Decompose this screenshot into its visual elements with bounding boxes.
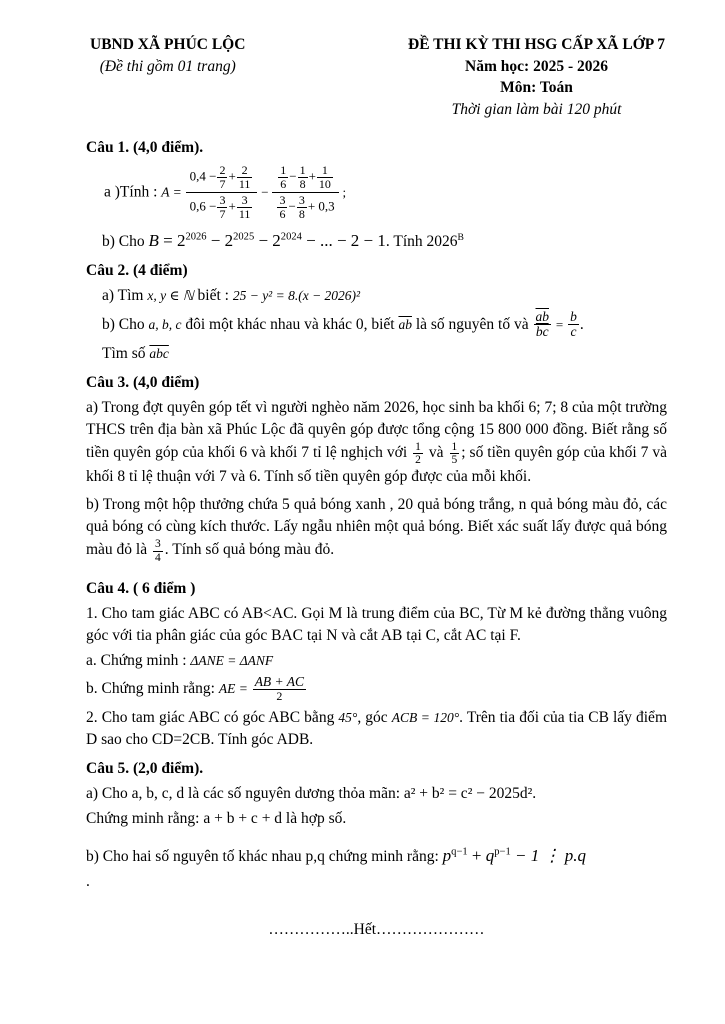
- q2b-text2: đôi một khác nhau và khác 0, biết: [185, 315, 395, 333]
- header: [86, 34, 667, 121]
- fraction: [297, 194, 307, 221]
- fraction: [237, 164, 253, 191]
- fraction-ab-ac-2: [253, 675, 306, 704]
- numerator: b: [570, 308, 577, 324]
- q3b-text2: . Tính số quả bóng màu đỏ.: [164, 541, 335, 559]
- exponent: q−1: [451, 845, 468, 857]
- header-left: [86, 34, 245, 121]
- exponent: 2026: [185, 230, 207, 242]
- q5b-equation: [443, 846, 586, 865]
- fraction: [277, 194, 287, 221]
- exponent-B: B: [457, 231, 464, 243]
- numerator: AB + AC: [254, 673, 305, 689]
- q2a-text2: biết :: [197, 286, 229, 304]
- numerator: 3: [219, 193, 226, 208]
- numerator: 3: [298, 193, 305, 208]
- q1a-lhs: A =: [161, 184, 182, 200]
- math-token: − 2: [258, 230, 281, 250]
- denominator: 6: [279, 207, 286, 222]
- math-token: +: [308, 168, 316, 184]
- overline-abc: $\overline{abc}$: [149, 346, 169, 362]
- subject: Môn: Toán: [500, 79, 573, 97]
- fraction-3-4: [153, 538, 163, 563]
- q3a-text3: ; số tiền quyên góp của khối 7 và khối 8 tỉ lệ thuận với 7 và 6. Tính số tiền quyên góp được của mỗi khối.: [86, 444, 668, 486]
- denominator: 8: [299, 176, 306, 191]
- denominator: bc: [535, 324, 549, 340]
- question-1-heading: Câu 1. (4,0 điểm).: [86, 138, 204, 156]
- question-4a: [86, 650, 667, 672]
- q2a-text: a) Tìm: [102, 286, 144, 304]
- q1a-label: a )Tính :: [104, 183, 158, 201]
- q3b-text: b) Trong một hộp thưởng chứa 5 quả bóng xanh , 20 quả bóng trắng, n quả bóng màu đỏ, các quả bóng có cùng kích thước. Lấy ngẫu nhiên một quả bóng. Biết xác suất lấy được quả bóng màu đỏ là: [86, 496, 667, 559]
- denominator: 11: [238, 207, 251, 222]
- q4a-text: a. Chứng minh :: [86, 651, 187, 669]
- exponent: 2025: [233, 230, 255, 242]
- question-4-2: [86, 707, 667, 751]
- stray-dot: .: [86, 872, 90, 890]
- fraction: [278, 164, 288, 191]
- question-3b: [86, 494, 667, 563]
- exponent: p−1: [494, 845, 511, 857]
- q4b-lhs: AE =: [218, 680, 248, 696]
- var-q: q: [485, 845, 495, 865]
- question-2b-find: [86, 343, 667, 365]
- math-token: − 2: [210, 230, 234, 250]
- math-token: −: [288, 198, 296, 214]
- q4a-math: ΔANE = ΔANF: [190, 652, 274, 668]
- q3a-text: a) Trong đợt quyên góp tết vì người nghèo năm 2026, học sinh ba khối 6; 7; 8 của một trường THCS trên địa bàn xã Phúc Lộc đã quyên góp được tổng cộng 15 800 000 đồng. Biết rằng số tiền quyên góp của khối 6 và khối 7 tỉ lệ nghịch với: [86, 399, 667, 462]
- divisible-tail: − 1 ⋮ p.q: [514, 845, 586, 865]
- q42-text2: , góc: [357, 708, 388, 726]
- question-3-heading: Câu 3. (4,0 điểm): [86, 374, 200, 392]
- question-5-heading: Câu 5. (2,0 điểm).: [86, 759, 204, 777]
- math-token: −: [289, 168, 297, 184]
- q1b-equation: [149, 231, 386, 250]
- q2b-text: b) Cho: [102, 315, 145, 333]
- numerator: 1: [451, 441, 458, 454]
- exam-title: ĐỀ THI KỲ THI HSG CẤP XÃ LỚP 7: [408, 36, 665, 53]
- question-2-heading: Câu 2. (4 điểm): [86, 261, 188, 279]
- q1b-text: b) Cho: [102, 232, 145, 250]
- denominator: c: [570, 324, 577, 340]
- question-1b: [86, 229, 667, 253]
- numerator: $\overline{ab}$: [535, 308, 549, 324]
- question-2b: [86, 310, 667, 341]
- minus-operator: −: [261, 184, 269, 200]
- denominator: 7: [219, 176, 226, 191]
- big-fraction-1: [186, 164, 258, 222]
- numerator: 3: [279, 193, 286, 208]
- plus-operator: +: [471, 845, 482, 865]
- end-marker: ……………..Hết…………………: [268, 920, 485, 938]
- org-name: UBND XÃ PHÚC LỘC: [90, 36, 246, 53]
- numerator: 3: [237, 194, 253, 208]
- var-B: B: [148, 230, 159, 250]
- overline-ab: $\overline{ab}$: [398, 316, 412, 332]
- question-5a: a) Cho a, b, c, d là các số nguyên dương thỏa mãn: a² + b² = c² − 2025d².: [86, 784, 537, 802]
- denominator: 8: [298, 207, 305, 222]
- question-3a: [86, 397, 667, 488]
- question-2a: [86, 285, 667, 307]
- numerator: 1: [317, 164, 333, 178]
- q2b-vars: a, b, c: [148, 316, 182, 332]
- period: .: [579, 315, 584, 333]
- q3a-text2: và: [428, 444, 444, 462]
- denominator: 2: [276, 689, 283, 704]
- math-token: +: [228, 198, 236, 214]
- math-token: +: [228, 168, 236, 184]
- question-5a-prove: Chứng minh rằng: a + b + c + d là hợp số.: [86, 809, 347, 827]
- q2a-equation: 25 − y² = 8.(x − 2026)²: [232, 287, 361, 303]
- q1b-text2: . Tính 2026: [385, 232, 458, 250]
- page-count-note: (Đề thi gồm 01 trang): [99, 57, 236, 75]
- denominator: 4: [155, 551, 161, 564]
- angle-acb-120: ACB = 120°: [391, 709, 460, 725]
- header-right: [408, 34, 667, 121]
- fraction: [298, 164, 308, 191]
- q2b-find-text: Tìm số: [102, 345, 146, 363]
- fraction: [237, 194, 253, 221]
- denominator: 11: [238, 176, 251, 191]
- math-token: − ... − 2 − 1: [306, 230, 386, 250]
- q2a-vars: x, y ∈ ℕ: [147, 287, 194, 303]
- fraction-1-2: [413, 441, 423, 466]
- numerator: 3: [155, 538, 161, 551]
- duration: Thời gian làm bài 120 phút: [451, 101, 622, 119]
- question-5b: [86, 844, 667, 868]
- semicolon: ;: [342, 184, 347, 200]
- question-4-heading: Câu 4. ( 6 điểm ): [86, 579, 196, 597]
- math-token: + 0,3: [307, 198, 335, 214]
- exponent: 2024: [280, 230, 302, 242]
- denominator: 5: [451, 454, 458, 467]
- fraction: [217, 164, 227, 191]
- numerator: 2: [237, 164, 253, 178]
- fraction-1-5: [450, 441, 460, 466]
- numerator: 1: [299, 162, 306, 177]
- fraction: [217, 194, 227, 221]
- denominator: 6: [280, 176, 287, 191]
- math-token: = 2: [163, 230, 186, 250]
- math-token: 0,6 −: [189, 198, 217, 214]
- q2b-text3: là số nguyên tố và: [415, 315, 529, 333]
- big-fraction-2: [272, 164, 338, 222]
- numerator: 2: [219, 162, 226, 177]
- q5b-text: b) Cho hai số nguyên tố khác nhau p,q chứng minh rằng:: [86, 847, 439, 865]
- question-1a-equation: [86, 164, 667, 222]
- fraction-ab-bc: [534, 310, 552, 341]
- q42-text: 2. Cho tam giác ABC có góc ABC bằng: [86, 708, 335, 726]
- question-4b: [86, 675, 667, 704]
- equals-sign: =: [555, 316, 564, 332]
- angle-45: 45°: [338, 709, 358, 725]
- question-4-1: 1. Cho tam giác ABC có AB<AC. Gọi M là trung điểm của BC, Từ M kẻ đường thẳng vuông góc với tia phân giác của góc BAC tại N và cắt AB tại C, cắt AC tại F.: [86, 604, 667, 644]
- math-token: 0,4 −: [189, 168, 217, 184]
- fraction-b-c: [568, 310, 579, 341]
- denominator: 7: [219, 207, 226, 222]
- numerator: 1: [415, 441, 421, 454]
- denominator: 2: [415, 454, 421, 467]
- numerator: 1: [280, 162, 287, 177]
- denominator: 10: [318, 176, 331, 191]
- fraction: [317, 164, 333, 191]
- var-p: p: [442, 845, 452, 865]
- q4b-text: b. Chứng minh rằng:: [86, 679, 215, 697]
- q42-text3: . Trên tia đối của tia CB lấy điểm D sao cho CD=2CB. Tính góc ADB.: [86, 708, 667, 748]
- school-year: Năm học: 2025 - 2026: [465, 57, 608, 75]
